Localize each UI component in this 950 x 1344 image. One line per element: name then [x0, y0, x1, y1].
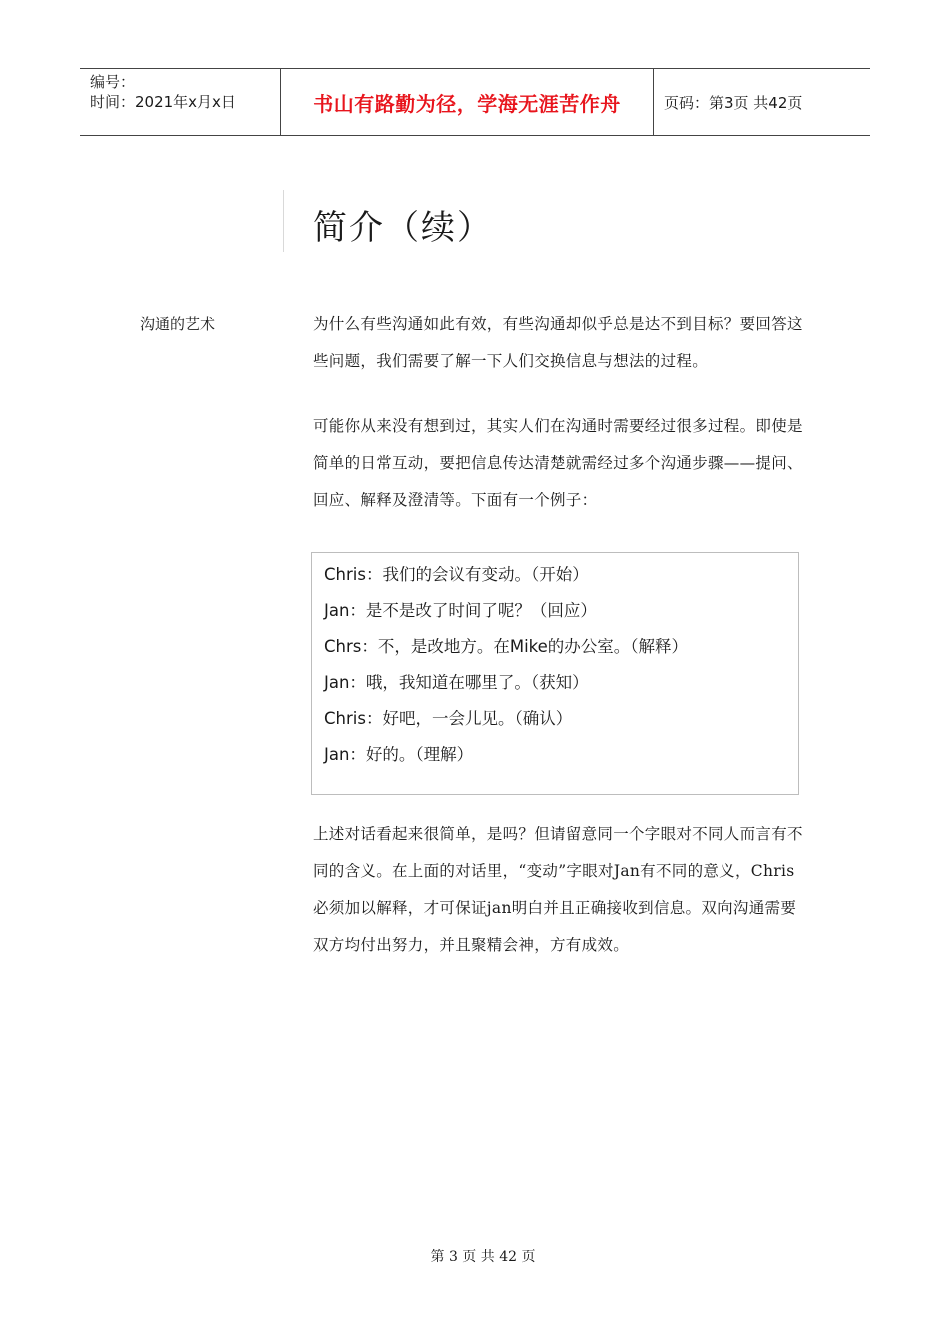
page-title: 简介（续） — [313, 208, 493, 248]
dialog-line: Jan：哦，我知道在哪里了。（获知） — [324, 673, 589, 692]
dialog-line: Chris：我们的会议有变动。（开始） — [324, 565, 589, 584]
title-divider — [283, 190, 284, 252]
process-paragraph: 可能你从来没有想到过，其实人们在沟通时需要经过很多过程。即使是简单的日常互动，要把信息传达清楚就需经过多个沟通步骤——提问、回应、解释及澄清等。下面有一个例子： — [313, 417, 803, 509]
dialog-line: Chrs：不，是改地方。在Mike的办公室。（解释） — [324, 637, 689, 656]
footer-page-number: 第 3 页 共 42 页 — [430, 1249, 536, 1265]
document-header — [80, 68, 870, 136]
header-motto: 书山有路勤为径，学海无涯苦作舟 — [313, 91, 621, 116]
header-page-number: 页码：第3页 共42页 — [664, 93, 803, 112]
document-number-label: 编号： — [90, 73, 136, 91]
page-footer — [0, 1246, 950, 1266]
document-date: 时间：2021年x月x日 — [90, 93, 236, 111]
section-side-label: 沟通的艺术 — [140, 315, 216, 333]
header-meta — [80, 69, 281, 135]
header-motto-cell — [281, 69, 654, 135]
dialog-line: Jan：好的。（理解） — [324, 745, 474, 764]
dialog-line: Chris：好吧，一会儿见。（确认） — [324, 709, 573, 728]
dialog-example-box — [311, 552, 799, 795]
header-page-cell — [654, 69, 870, 135]
conclusion-paragraph: 上述对话看起来很简单，是吗？但请留意同一个字眼对不同人而言有不同的含义。在上面的对话里，“变动”字眼对Jan有不同的意义，Chris必须加以解释，才可保证jan明白并且正确接收到信息。双向沟通需要双方均付出努力，并且聚精会神，方有成效。 — [313, 825, 803, 954]
intro-paragraph: 为什么有些沟通如此有效，有些沟通却似乎总是达不到目标？要回答这些问题，我们需要了解一下人们交换信息与想法的过程。 — [313, 315, 803, 370]
dialog-line: Jan：是不是改了时间了呢？（回应） — [324, 601, 597, 620]
